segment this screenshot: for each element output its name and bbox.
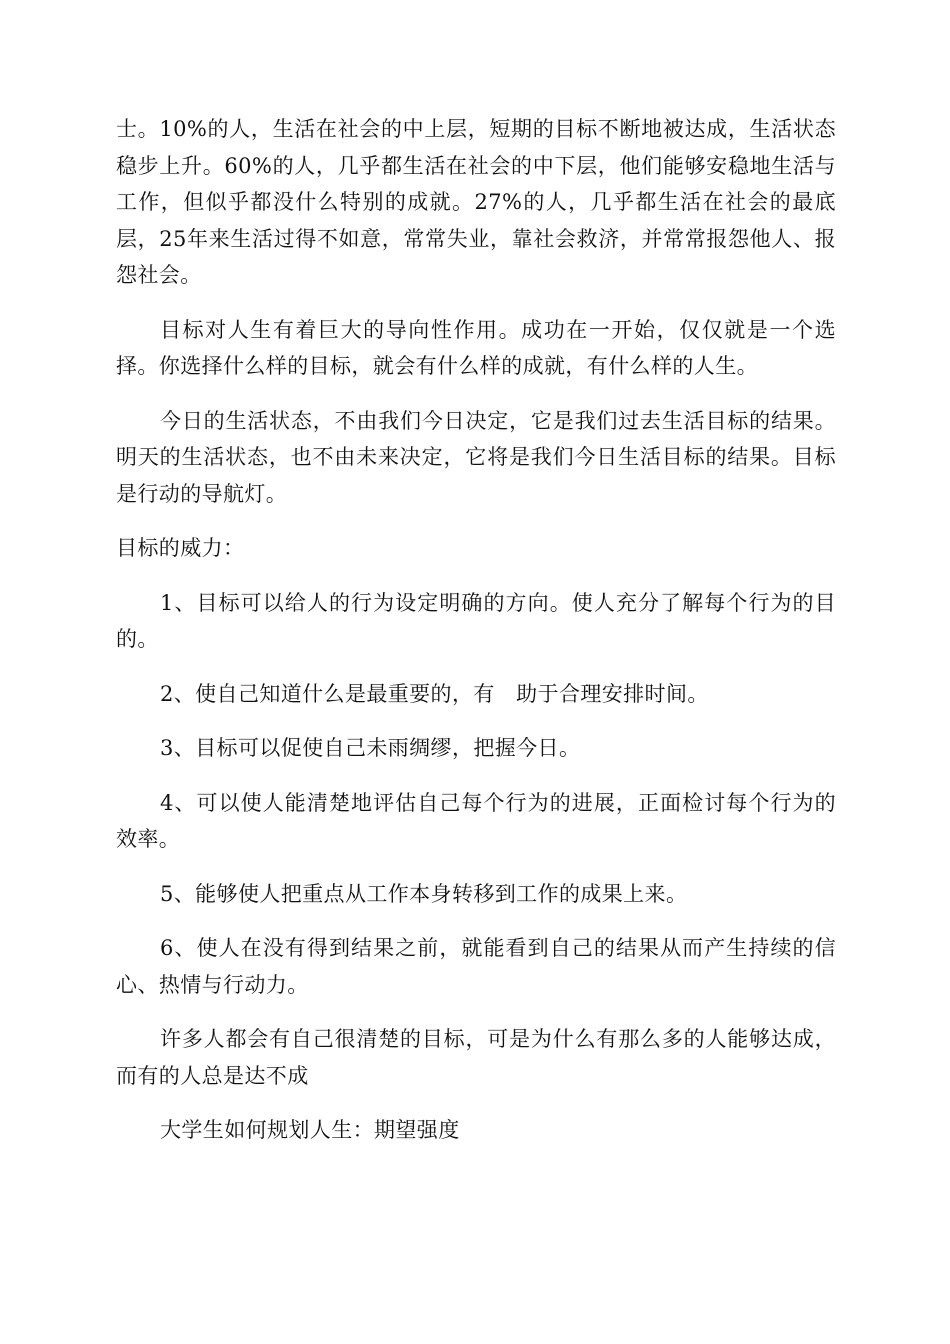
list-item-5: 5、能够使人把重点从工作本身转移到工作的成果上来。	[160, 881, 688, 906]
paragraph-expectation-strength: 大学生如何规划人生：期望强度	[160, 1118, 460, 1142]
paragraph-statistics: 士。10%的人，生活在社会的中上层，短期的目标不断地被达成，生活状态稳步上升。60%的人，几乎都生活在社会的中下层，他们能够安稳地生活与工作，但似乎都没什么特别的成就。27%的人，几乎都生活在社会的最底层，25年来生活过得不如意，常常失业，靠社会救济，并常常报怨他人、报怨社会。	[116, 117, 836, 287]
document-page	[116, 111, 836, 1167]
section-heading-goal-power: 目标的威力：	[116, 536, 245, 560]
paragraph-why-not-achieve: 许多人都会有自己很清楚的目标，可是为什么有那么多的人能够达成，而有的人总是达不成	[116, 1027, 836, 1088]
list-item-3: 3、目标可以促使自己未雨绸缪，把握今日。	[160, 736, 581, 760]
list-item-2: 2、使自己知道什么是最重要的，有 助于合理安排时间。	[160, 681, 709, 706]
list-item-4: 4、可以使人能清楚地评估自己每个行为的进展，正面检讨每个行为的效率。	[116, 790, 836, 851]
paragraph-life-state: 今日的生活状态，不由我们今日决定，它是我们过去生活目标的结果。明天的生活状态，也不由未来决定，它将是我们今日生活目标的结果。目标是行动的导航灯。	[116, 408, 836, 506]
list-item-6: 6、使人在没有得到结果之前，就能看到自己的结果从而产生持续的信心、热情与行动力。	[116, 936, 836, 997]
list-item-1: 1、目标可以给人的行为设定明确的方向。使人充分了解每个行为的目的。	[116, 590, 836, 651]
paragraph-goal-guidance: 目标对人生有着巨大的导向性作用。成功在一开始，仅仅就是一个选择。你选择什么样的目标，就会有什么样的成就，有什么样的人生。	[116, 317, 836, 378]
